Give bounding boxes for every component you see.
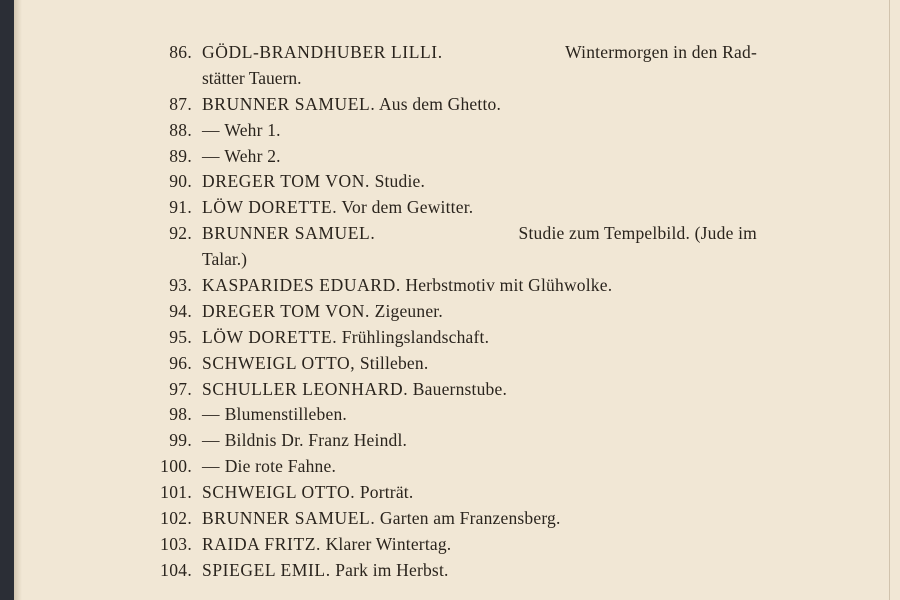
entry-number: 97. [169, 378, 192, 399]
entry-title: Bildnis Dr. Franz Heindl. [224, 430, 408, 451]
entry-text [202, 169, 757, 195]
entry-text [202, 92, 757, 118]
entry-number: 104. [160, 559, 192, 580]
catalog-entry [14, 454, 900, 480]
entry-number: 98. [169, 404, 192, 425]
catalog-entry [14, 351, 900, 377]
entry-number: 101. [160, 482, 192, 503]
catalog-entry [14, 402, 900, 428]
catalog-entry [14, 532, 900, 558]
entry-text [202, 325, 757, 351]
entry-title: Wehr 2. [224, 145, 281, 166]
entry-title: Klarer Wintertag. [325, 533, 452, 554]
entry-text [202, 221, 757, 247]
entry-title: Herbstmotiv mit Glühwolke. [405, 275, 613, 296]
catalog-entry [14, 480, 900, 506]
entry-title: Vor dem Gewitter. [341, 197, 474, 218]
entry-artist: SCHWEIGL OTTO, [202, 352, 356, 373]
entry-text [202, 377, 757, 403]
entry-artist: — [202, 430, 221, 451]
entry-title: Bauernstube. [412, 378, 508, 399]
catalog-entry [14, 428, 900, 454]
entry-text [202, 273, 757, 299]
entry-artist: — [202, 119, 221, 140]
entry-text [202, 558, 757, 584]
entry-number: 89. [169, 145, 192, 166]
catalog-entry [14, 506, 900, 532]
catalog-entry [14, 195, 900, 221]
entry-number: 86. [169, 42, 192, 62]
entry-title: Studie. [374, 171, 426, 192]
entry-continuation: Talar.) [202, 249, 247, 270]
entry-text [202, 144, 757, 170]
entry-title: Wehr 1. [224, 119, 281, 140]
catalog-page [14, 0, 900, 600]
catalog-entry [14, 325, 900, 351]
catalog-entry-continuation [14, 247, 900, 273]
entry-artist: LÖW DORETTE. [202, 326, 338, 347]
entry-number: 91. [169, 197, 192, 218]
entry-artist: — [202, 404, 221, 425]
entry-number: 96. [169, 352, 192, 373]
entry-artist: DREGER TOM VON. [202, 300, 370, 321]
entry-title: Die rote Fahne. [224, 456, 337, 477]
entry-artist: BRUNNER SAMUEL. [202, 223, 376, 244]
entry-title: Aus dem Ghetto. [378, 93, 502, 114]
entry-number: 93. [169, 275, 192, 296]
entry-number: 99. [169, 430, 192, 451]
entry-artist: SCHULLER LEONHARD. [202, 378, 409, 399]
entry-text [202, 532, 757, 558]
entry-artist: LÖW DORETTE. [202, 197, 338, 218]
entry-number: 92. [169, 223, 192, 244]
entry-title: Zigeuner. [374, 300, 443, 321]
entry-number: 103. [160, 533, 192, 554]
entry-title: Wintermorgen in den Rad- [565, 42, 757, 62]
entry-text [202, 428, 757, 454]
entry-title: Studie zum Tempelbild. (Jude im [518, 223, 757, 244]
entry-artist: — [202, 456, 221, 477]
entry-artist: SCHWEIGL OTTO. [202, 482, 356, 503]
entry-number: 102. [160, 508, 192, 529]
entry-artist: DREGER TOM VON. [202, 171, 370, 192]
entry-artist: RAIDA FRITZ. [202, 533, 322, 554]
entry-number: 95. [169, 326, 192, 347]
catalog-entry-continuation [14, 66, 900, 92]
entry-text [202, 299, 757, 325]
entry-text [202, 480, 757, 506]
catalog-entry [14, 377, 900, 403]
entry-artist: BRUNNER SAMUEL. [202, 93, 376, 114]
entry-number: 87. [169, 93, 192, 114]
catalog-entry [14, 558, 900, 584]
catalog-entry [14, 40, 900, 66]
entry-text [202, 40, 757, 66]
entry-artist: — [202, 145, 221, 166]
entry-text [202, 506, 757, 532]
entry-title: Frühlingslandschaft. [341, 326, 490, 347]
catalog-entry [14, 169, 900, 195]
entry-artist: BRUNNER SAMUEL. [202, 508, 376, 529]
entry-artist: KASPARIDES EDUARD. [202, 275, 401, 296]
catalog-entry [14, 144, 900, 170]
entry-title: Porträt. [359, 482, 414, 503]
entry-text [202, 118, 757, 144]
entry-text [202, 402, 757, 428]
entry-number: 88. [169, 119, 192, 140]
entry-title: Garten am Franzensberg. [379, 508, 561, 529]
entry-title: Blumenstilleben. [224, 404, 347, 425]
catalog-entry [14, 92, 900, 118]
catalog-entry [14, 273, 900, 299]
entry-number: 100. [160, 456, 192, 477]
entry-text [202, 195, 757, 221]
entry-text [202, 454, 757, 480]
entry-number: 94. [169, 300, 192, 321]
catalog-list [14, 40, 900, 584]
entry-artist: GÖDL-BRANDHUBER LILLI. [202, 42, 443, 62]
entry-title: Park im Herbst. [335, 559, 449, 580]
entry-title: Stilleben. [359, 352, 429, 373]
catalog-entry [14, 221, 900, 247]
entry-number: 90. [169, 171, 192, 192]
entry-artist: SPIEGEL EMIL. [202, 559, 331, 580]
catalog-entry [14, 299, 900, 325]
entry-continuation: stätter Tauern. [202, 67, 302, 88]
catalog-entry [14, 118, 900, 144]
entry-text [202, 351, 757, 377]
